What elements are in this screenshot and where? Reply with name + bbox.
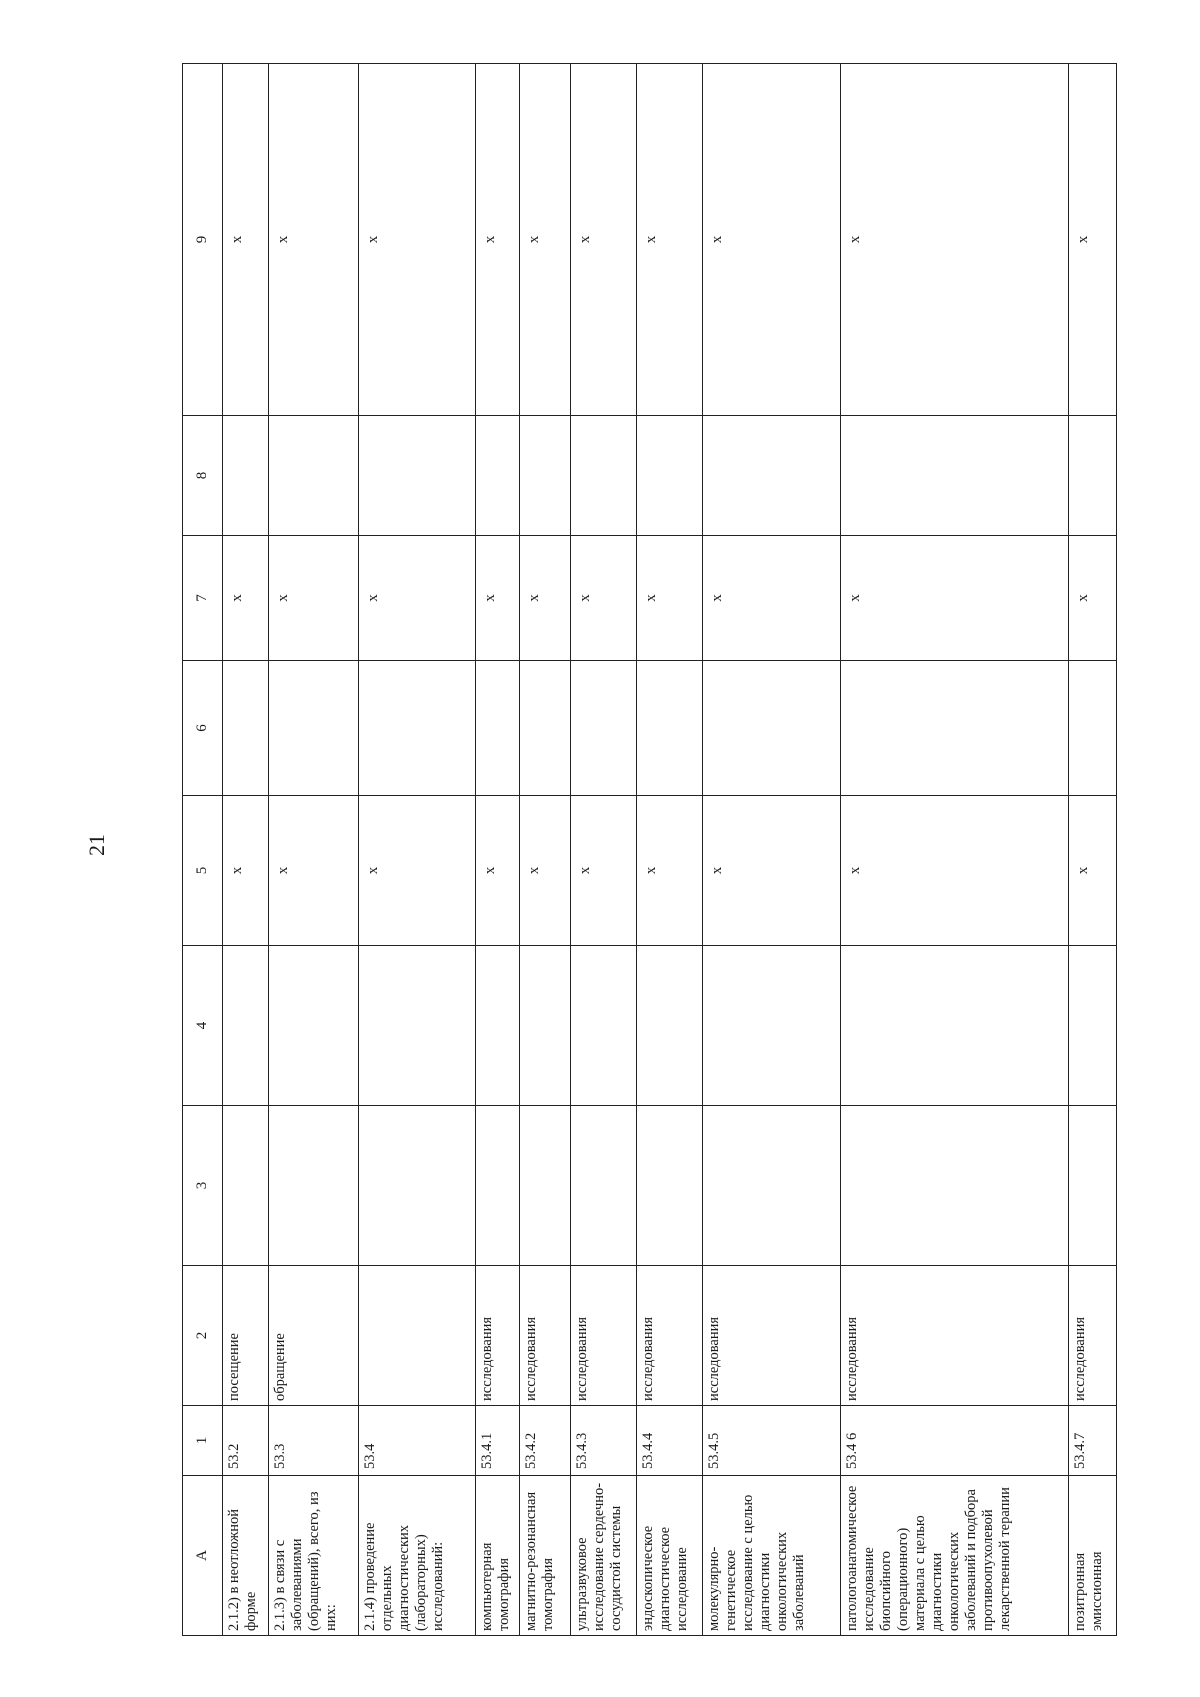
table-row: [570, 64, 636, 1636]
value-cell: х: [268, 796, 358, 946]
value-cell: [703, 1106, 841, 1266]
row-name-cell: 2.1.4) проведение отдельных диагностических (лабораторных) исследований:: [358, 1476, 475, 1636]
table-row: [475, 64, 520, 1636]
header-cell: 7: [183, 536, 223, 661]
row-name-cell: молекулярно-генетическое исследование с целью диагностики онкологических заболеваний: [703, 1476, 841, 1636]
table-row: [841, 64, 1069, 1636]
value-cell: х: [520, 536, 571, 661]
value-cell: [1069, 416, 1117, 536]
row-unit-cell: исследования: [703, 1266, 841, 1406]
value-cell: х: [358, 796, 475, 946]
value-cell: [358, 1106, 475, 1266]
value-cell: х: [841, 64, 1069, 416]
header-cell: 1: [183, 1406, 223, 1476]
header-cell: 4: [183, 946, 223, 1106]
row-unit-cell: исследования: [520, 1266, 571, 1406]
value-cell: [703, 661, 841, 796]
value-cell: х: [570, 536, 636, 661]
value-cell: х: [475, 64, 520, 416]
value-cell: х: [1069, 536, 1117, 661]
value-cell: [475, 946, 520, 1106]
value-cell: [570, 946, 636, 1106]
value-cell: х: [636, 796, 703, 946]
value-cell: [223, 661, 269, 796]
row-code-cell: 53.4: [358, 1406, 475, 1476]
value-cell: [268, 416, 358, 536]
value-cell: [570, 416, 636, 536]
row-name-cell: магнитно-резонансная томография: [520, 1476, 571, 1636]
value-cell: [1069, 1106, 1117, 1266]
header-cell: 9: [183, 64, 223, 416]
value-cell: х: [703, 796, 841, 946]
table-row: [520, 64, 571, 1636]
value-cell: [636, 946, 703, 1106]
table-row: [358, 64, 475, 1636]
value-cell: [223, 1106, 269, 1266]
row-name-cell: 2.1.3) в связи с заболеваниями (обращений), всего, из них:: [268, 1476, 358, 1636]
value-cell: [475, 1106, 520, 1266]
row-name-cell: ультразвуковое исследование сердечно-сосудистой системы: [570, 1476, 636, 1636]
row-code-cell: 53.4.7: [1069, 1406, 1117, 1476]
value-cell: [570, 1106, 636, 1266]
value-cell: [268, 661, 358, 796]
row-code-cell: 53.4.5: [703, 1406, 841, 1476]
table-row: [1069, 64, 1117, 1636]
row-code-cell: 53.4.1: [475, 1406, 520, 1476]
row-code-cell: 53.3: [268, 1406, 358, 1476]
value-cell: [1069, 661, 1117, 796]
row-unit-cell: исследования: [636, 1266, 703, 1406]
header-cell: 2: [183, 1266, 223, 1406]
value-cell: х: [223, 796, 269, 946]
value-cell: [841, 416, 1069, 536]
row-code-cell: 53.4.4: [636, 1406, 703, 1476]
table-row: [703, 64, 841, 1636]
value-cell: х: [841, 536, 1069, 661]
row-code-cell: 53.4.3: [570, 1406, 636, 1476]
value-cell: х: [520, 64, 571, 416]
value-cell: х: [636, 536, 703, 661]
value-cell: [1069, 946, 1117, 1106]
value-cell: [475, 661, 520, 796]
value-cell: [358, 661, 475, 796]
row-name-cell: патологоанатомическое исследование биопсийного (операционного) материала с целью диагностики онкологических заболеваний и подбора противоопухолевой лекарственной терапии: [841, 1476, 1069, 1636]
row-name-cell: компьютерная томография: [475, 1476, 520, 1636]
value-cell: [841, 1106, 1069, 1266]
row-name-cell: 2.1.2) в неотложной форме: [223, 1476, 269, 1636]
value-cell: [358, 946, 475, 1106]
value-cell: х: [841, 796, 1069, 946]
row-unit-cell: [358, 1266, 475, 1406]
row-unit-cell: посещение: [223, 1266, 269, 1406]
row-unit-cell: исследования: [841, 1266, 1069, 1406]
value-cell: х: [268, 536, 358, 661]
page-number: 21: [84, 834, 109, 856]
value-cell: х: [358, 64, 475, 416]
value-cell: [268, 1106, 358, 1266]
value-cell: х: [570, 64, 636, 416]
value-cell: х: [703, 64, 841, 416]
value-cell: [570, 661, 636, 796]
value-cell: [520, 946, 571, 1106]
header-cell: 8: [183, 416, 223, 536]
header-cell: 5: [183, 796, 223, 946]
value-cell: [223, 416, 269, 536]
value-cell: [636, 416, 703, 536]
value-cell: [358, 416, 475, 536]
value-cell: [636, 1106, 703, 1266]
row-name-cell: эндоскопическое диагностическое исследование: [636, 1476, 703, 1636]
value-cell: х: [703, 536, 841, 661]
data-table: [182, 63, 1117, 1636]
value-cell: х: [268, 64, 358, 416]
value-cell: [703, 946, 841, 1106]
header-cell: А: [183, 1476, 223, 1636]
table-row: [223, 64, 269, 1636]
value-cell: х: [358, 536, 475, 661]
rotated-table-wrapper: [182, 64, 1117, 1636]
value-cell: х: [223, 536, 269, 661]
row-unit-cell: обращение: [268, 1266, 358, 1406]
value-cell: х: [1069, 796, 1117, 946]
value-cell: [475, 416, 520, 536]
header-row: [183, 64, 223, 1636]
row-unit-cell: исследования: [475, 1266, 520, 1406]
table-row: [636, 64, 703, 1636]
row-unit-cell: исследования: [570, 1266, 636, 1406]
row-code-cell: 53.4.2: [520, 1406, 571, 1476]
value-cell: [703, 416, 841, 536]
value-cell: х: [1069, 64, 1117, 416]
value-cell: [223, 946, 269, 1106]
row-code-cell: 53.2: [223, 1406, 269, 1476]
table-row: [268, 64, 358, 1636]
value-cell: х: [520, 796, 571, 946]
value-cell: [636, 661, 703, 796]
value-cell: [841, 661, 1069, 796]
row-unit-cell: исследования: [1069, 1266, 1117, 1406]
value-cell: х: [475, 796, 520, 946]
value-cell: [520, 1106, 571, 1266]
row-name-cell: позитронная эмиссионная: [1069, 1476, 1117, 1636]
value-cell: х: [636, 64, 703, 416]
value-cell: [520, 416, 571, 536]
value-cell: [520, 661, 571, 796]
row-code-cell: 53.4 6: [841, 1406, 1069, 1476]
value-cell: х: [475, 536, 520, 661]
value-cell: х: [223, 64, 269, 416]
value-cell: [841, 946, 1069, 1106]
value-cell: х: [570, 796, 636, 946]
header-cell: 6: [183, 661, 223, 796]
value-cell: [268, 946, 358, 1106]
header-cell: 3: [183, 1106, 223, 1266]
